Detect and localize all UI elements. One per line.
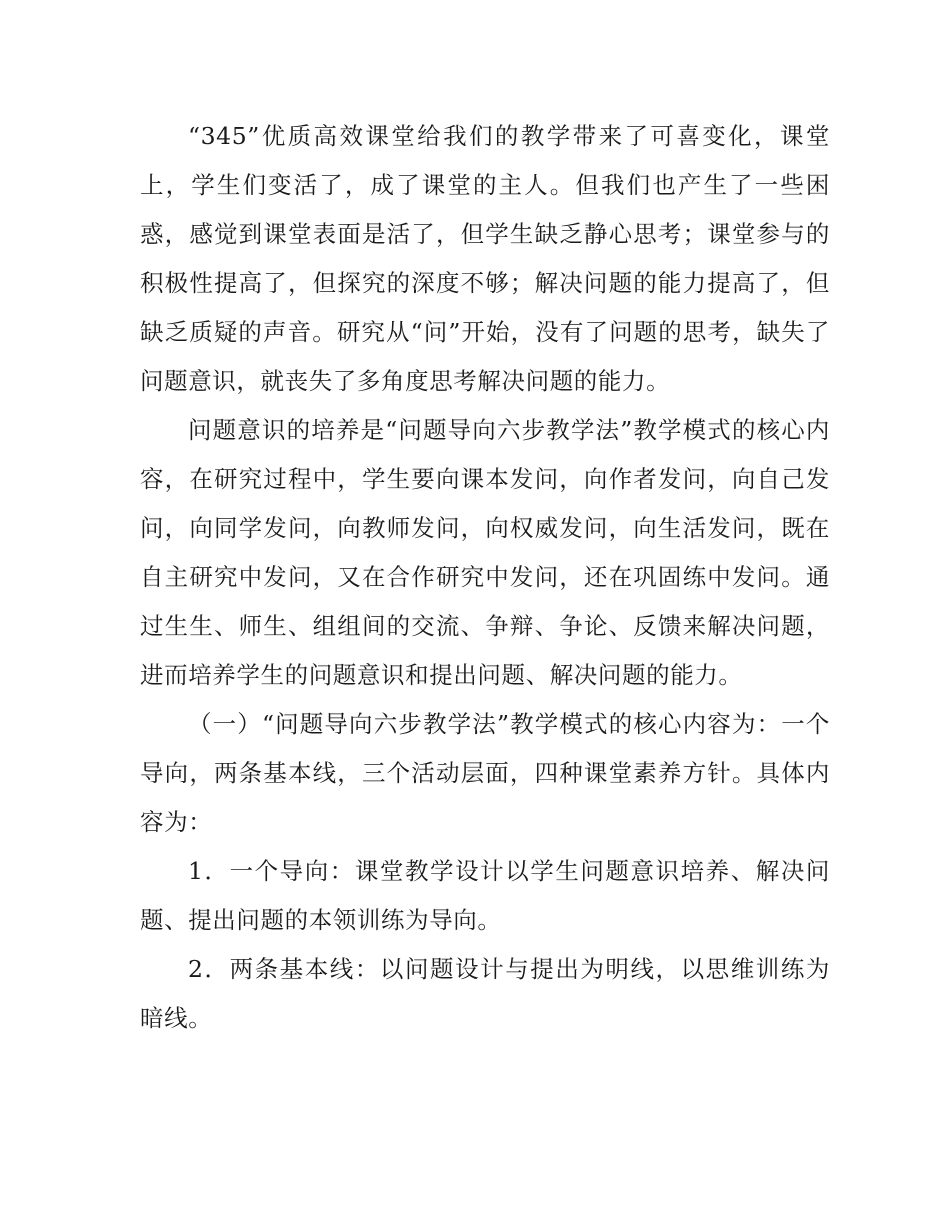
paragraph-section-one: （一）“问题导向六步教学法”教学模式的核心内容为：一个导向，两条基本线，三个活动层面，四种课堂素养方针。具体内容为：: [140, 710, 830, 836]
list-item-one-guide: 1．一个导向：课堂教学设计以学生问题意识培养、解决问题、提出问题的本领训练为导向。: [140, 857, 830, 934]
list-item-two-lines: 2．两条基本线：以问题设计与提出为明线，以思维训练为暗线。: [140, 955, 830, 1032]
document-body: [140, 112, 830, 1043]
paragraph-intro: “345”优质高效课堂给我们的教学带来了可喜变化，课堂上，学生们变活了，成了课堂的主人。但我们也产生了一些困惑，感觉到课堂表面是活了，但学生缺乏静心思考；课堂参与的积极性提高了，但探究的深度不够；解决问题的能力提高了，但缺乏质疑的声音。研究从“问”开始，没有了问题的思考，缺失了问题意识，就丧失了多角度思考解决问题的能力。: [140, 122, 830, 395]
paragraph-problem-awareness: 问题意识的培养是“问题导向六步教学法”教学模式的核心内容，在研究过程中，学生要向课本发问，向作者发问，向自己发问，向同学发问，向教师发问，向权威发问，向生活发问，既在自主研究中发问，又在合作研究中发问，还在巩固练中发问。通过生生、师生、组组间的交流、争辩、争论、反馈来解决问题，进而培养学生的问题意识和提出问题、解决问题的能力。: [140, 416, 830, 689]
